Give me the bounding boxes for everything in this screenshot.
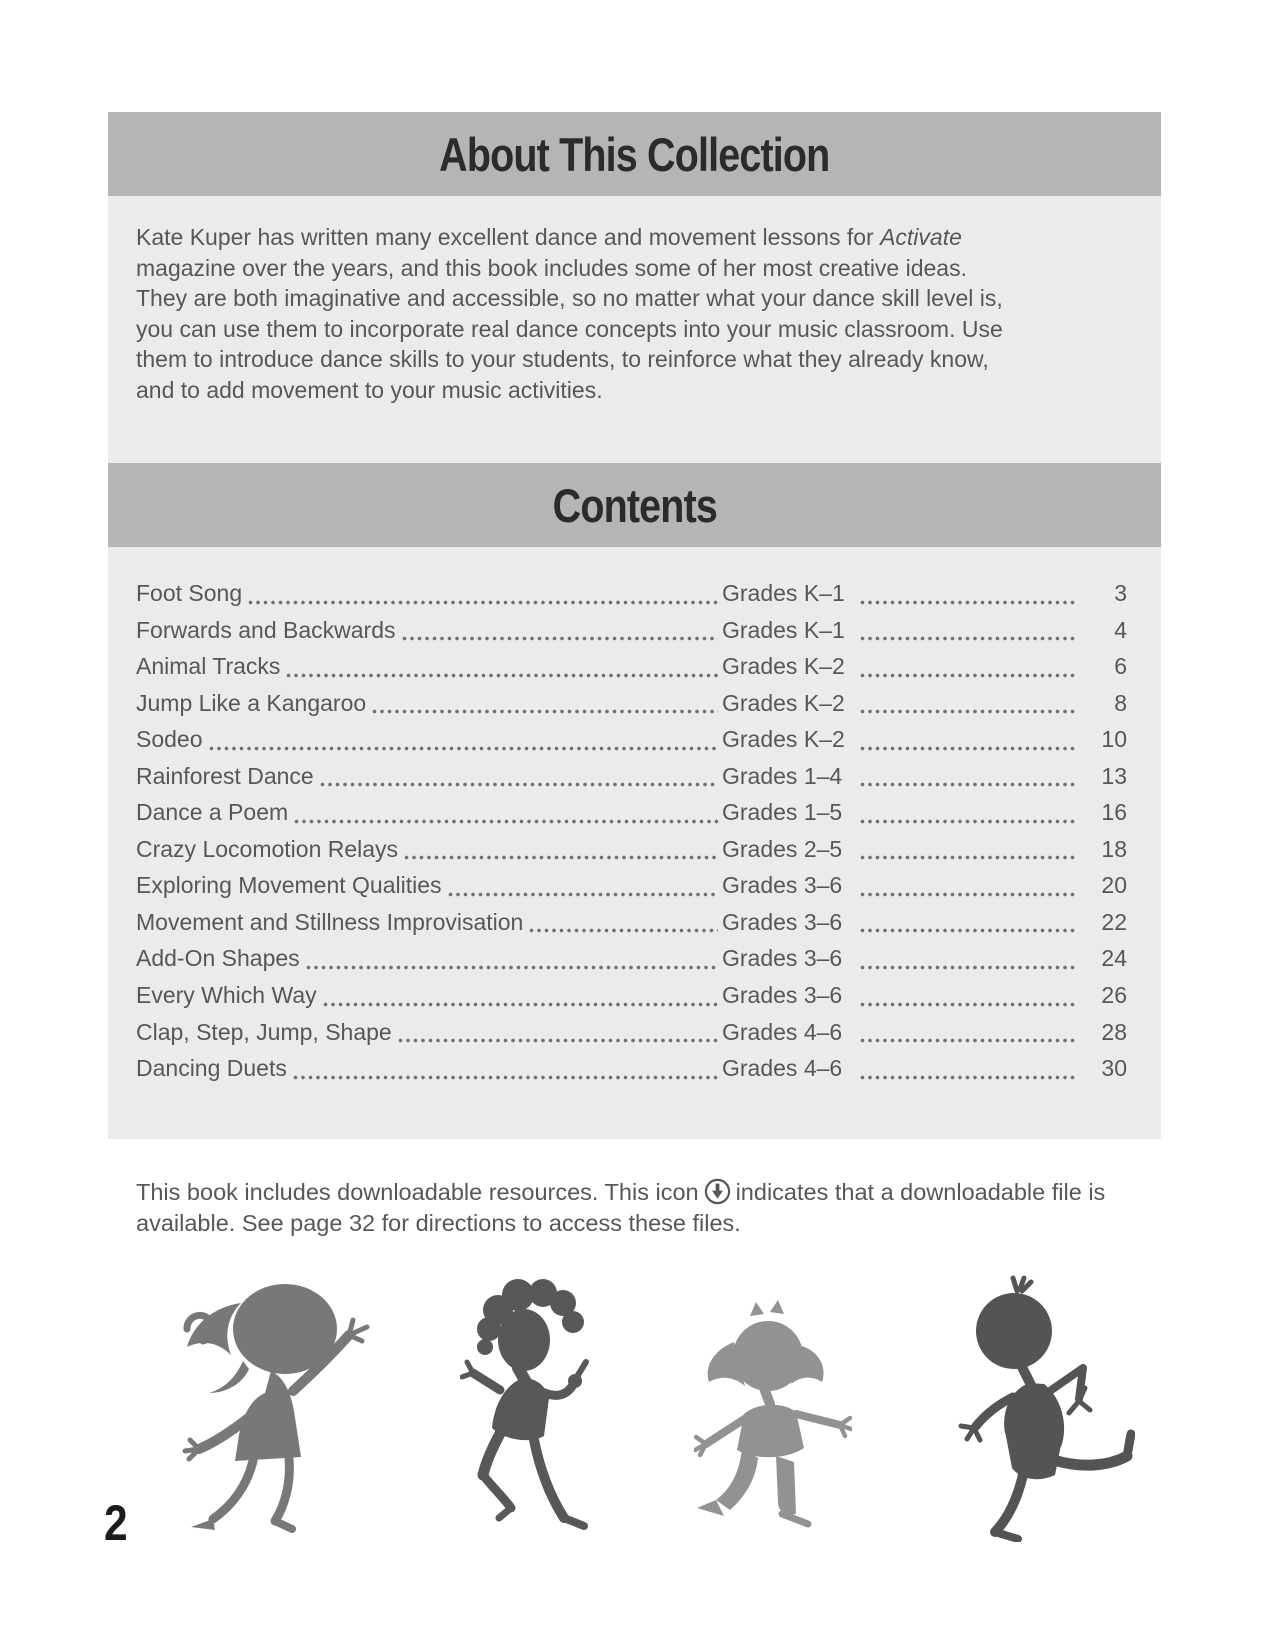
download-note: This book includes downloadable resources. This icon indicates that a downloadable file is available. See page 32 for directions to access these files. (136, 1179, 1106, 1236)
toc-row (136, 904, 1127, 941)
toc-entry-title: Sodeo (136, 726, 203, 753)
toc-entry-grades: Grades K–2 (722, 689, 845, 716)
toc-entry-title: Forwards and Backwards (136, 616, 396, 643)
dancing-girl-long-hair-icon (181, 1281, 377, 1537)
leader-dots (860, 855, 1077, 860)
toc-row (136, 867, 1127, 904)
toc-entry-title: Jump Like a Kangaroo (136, 689, 367, 716)
leader-dots (248, 600, 718, 605)
toc-row (136, 940, 1127, 977)
toc-row (136, 612, 1127, 649)
toc-entry-page: 8 (1114, 689, 1127, 716)
toc-entry-title: Crazy Locomotion Relays (136, 835, 399, 862)
leader-dots (404, 855, 718, 860)
toc-entry-page: 30 (1101, 1055, 1127, 1082)
leader-dots (306, 965, 718, 970)
toc-entry-title: Movement and Stillness Improvisation (136, 908, 524, 935)
toc-entry-page: 26 (1101, 982, 1127, 1009)
toc-entry-title: Dance a Poem (136, 799, 289, 826)
leader-dots (860, 746, 1077, 751)
toc-row (136, 721, 1127, 758)
toc-entry-page: 16 (1101, 799, 1127, 826)
toc-row (136, 648, 1127, 685)
toc-entry-grades: Grades 4–6 (722, 1018, 843, 1045)
dancing-boy-topknot-icon (925, 1275, 1135, 1542)
toc-entry-title: Add-On Shapes (136, 945, 300, 972)
toc-entry-grades: Grades 3–6 (722, 872, 843, 899)
leader-dots (448, 892, 718, 897)
leader-dots (860, 636, 1077, 641)
leader-dots (860, 709, 1077, 714)
download-icon (704, 1178, 731, 1205)
about-paragraph-line: and to add movement to your music activities. (136, 376, 603, 403)
leader-dots (860, 673, 1077, 678)
about-title: About This Collection (439, 127, 830, 181)
toc-entry-grades: Grades K–1 (722, 616, 845, 643)
leader-dots (402, 636, 719, 641)
about-paragraph-panel (108, 196, 1161, 463)
leader-dots (860, 928, 1077, 933)
toc-entry-page: 18 (1101, 835, 1127, 862)
leader-dots (323, 1002, 718, 1007)
toc-row (136, 794, 1127, 831)
toc-entry-grades: Grades K–2 (722, 726, 845, 753)
toc-row (136, 685, 1127, 722)
italic-word: Activate (880, 224, 962, 250)
toc-entry-title: Exploring Movement Qualities (136, 872, 442, 899)
toc-entry-title: Every Which Way (136, 982, 317, 1009)
leader-dots (860, 892, 1077, 897)
toc-row (136, 1014, 1127, 1051)
about-paragraph-line: you can use them to incorporate real dance concepts into your music classroom. Use (136, 315, 1003, 342)
toc-entry-grades: Grades 2–5 (722, 835, 843, 862)
leader-dots (320, 782, 718, 787)
leader-dots (860, 1075, 1077, 1080)
toc-entry-page: 20 (1101, 872, 1127, 899)
contents-header-bar (108, 463, 1161, 547)
toc-entry-grades: Grades 3–6 (722, 982, 843, 1009)
toc-entry-title: Clap, Step, Jump, Shape (136, 1018, 392, 1045)
leader-dots (860, 1038, 1077, 1043)
toc-entry-grades: Grades K–1 (722, 580, 845, 606)
leader-dots (529, 928, 718, 933)
leader-dots (294, 819, 718, 824)
about-paragraph-line: magazine over the years, and this book includes some of her most creative ideas. (136, 254, 967, 281)
toc-entry-title: Animal Tracks (136, 653, 281, 680)
toc-row (136, 1050, 1127, 1087)
toc-entry-title: Foot Song (136, 580, 243, 606)
content-sheet (108, 112, 1161, 1139)
toc-entry-page: 28 (1101, 1018, 1127, 1045)
toc-row (136, 831, 1127, 868)
toc-list (108, 547, 1161, 1139)
toc-entry-page: 22 (1101, 908, 1127, 935)
toc-row (136, 758, 1127, 795)
toc-entry-page: 13 (1101, 762, 1127, 789)
toc-entry-grades: Grades 1–5 (722, 799, 843, 826)
toc-entry-title: Dancing Duets (136, 1055, 287, 1082)
toc-entry-page: 6 (1114, 653, 1127, 680)
about-paragraph-line: They are both imaginative and accessible, so no matter what your dance skill level is, (136, 285, 1003, 312)
leader-dots (398, 1038, 718, 1043)
about-header-bar (108, 112, 1161, 196)
leader-dots (209, 746, 718, 751)
toc-entry-grades: Grades K–2 (722, 653, 845, 680)
toc-entry-page: 4 (1114, 616, 1127, 643)
leader-dots (860, 965, 1077, 970)
about-paragraph-line: Kate Kuper has written many excellent dance and movement lessons for Activate (136, 224, 962, 250)
toc-entry-page: 24 (1101, 945, 1127, 972)
dancing-boy-curly-hair-icon (460, 1276, 594, 1542)
leader-dots (860, 782, 1077, 787)
leader-dots (293, 1075, 718, 1080)
toc-entry-page: 10 (1101, 726, 1127, 753)
leader-dots (860, 819, 1077, 824)
about-paragraph-line: them to introduce dance skills to your students, to reinforce what they already know, (136, 346, 989, 373)
toc-entry-grades: Grades 4–6 (722, 1055, 843, 1082)
contents-title: Contents (552, 478, 717, 532)
toc-row (136, 977, 1127, 1014)
leader-dots (372, 709, 718, 714)
toc-entry-grades: Grades 1–4 (722, 762, 843, 789)
leader-dots (860, 600, 1077, 605)
toc-row (136, 575, 1127, 612)
leader-dots (860, 1002, 1077, 1007)
toc-entry-title: Rainforest Dance (136, 762, 314, 789)
toc-entry-grades: Grades 3–6 (722, 945, 843, 972)
page-number: 2 (104, 1495, 128, 1551)
dancing-kid-shaggy-hair-icon (694, 1300, 852, 1548)
toc-entry-grades: Grades 3–6 (722, 908, 843, 935)
leader-dots (286, 673, 718, 678)
toc-entry-page: 3 (1114, 580, 1127, 606)
